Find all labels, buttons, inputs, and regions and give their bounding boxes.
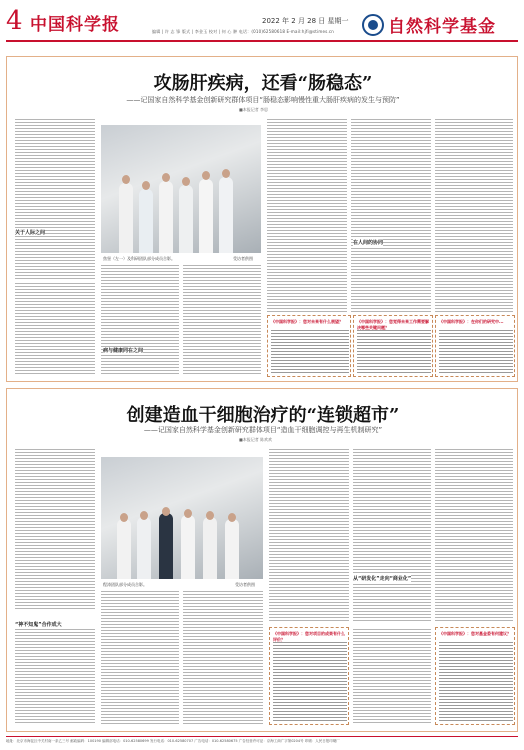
nsfc-emblem-icon xyxy=(362,14,384,36)
article-1-subhead-1: 关于人际之间 xyxy=(15,230,46,236)
article-1-byline: ■本报记者 李思 xyxy=(239,107,269,112)
article-1-column-1b xyxy=(15,283,95,375)
article-2-subhead-3: 从“研发化”走向“商业化” xyxy=(353,576,412,582)
qa-box-heading: 《中国科学报》：您对基金委有何建议？ xyxy=(439,631,511,636)
qa-box-heading: 《中国科学报》：您对未来有什么展望？ xyxy=(271,319,349,325)
article-1-photo-credit: 受访者供图 xyxy=(233,256,253,261)
article-1-subhead-3: 病与健康同在之间 xyxy=(103,348,144,354)
article-2-column-7 xyxy=(353,629,431,725)
article-2 xyxy=(6,388,518,732)
article-2-title: 创建造血干细胞治疗的“连锁超市” xyxy=(126,405,400,426)
page-number: 4 xyxy=(6,6,23,36)
article-2-column-2 xyxy=(101,591,179,725)
article-1-qa-box-3 xyxy=(435,315,515,377)
section-title: 自然科学基金 xyxy=(388,17,496,37)
article-2-column-3 xyxy=(183,591,263,725)
qa-box-heading: 《中国科学报》：您对项目的成果有什么评价？ xyxy=(273,631,345,642)
article-1-qa-box-2 xyxy=(353,315,433,377)
article-1-qa-box-1 xyxy=(267,315,351,377)
article-1-photo-caption: 焦坚（左一）及科研团队部分成员合影。 xyxy=(103,256,175,261)
article-2-column-1b xyxy=(15,629,95,725)
article-1-column-1 xyxy=(15,119,95,279)
article-2-qa-box-2 xyxy=(435,627,515,725)
article-2-subtitle: ——记国家自然科学基金创新研究群体项目“造血干细胞调控与再生机制研究” xyxy=(143,426,383,434)
article-2-qa-box-1 xyxy=(269,627,349,725)
article-2-byline: ■本报记者 陈欢欢 xyxy=(239,437,273,442)
article-1-photo xyxy=(101,125,261,253)
article-1-subtitle: ——记国家自然科学基金创新研究群体项目“肠稳态影响慢性重大肠肝疾病的发生与预防” xyxy=(126,96,400,104)
article-2-photo xyxy=(101,457,263,579)
article-1-column-4 xyxy=(267,119,347,313)
article-1-column-2 xyxy=(101,265,179,375)
article-1-column-3 xyxy=(183,265,261,375)
header-rule xyxy=(6,40,518,42)
page-footer: 地址：北京市海淀区中关村南一条乙三号 邮政编码：100190 编辑部电话：010-62580699 发行电话：010-62580707 广告电话：010-62580675 广告经营许可证：京海工商广字第0204号 印刷：人民日报印刷厂 xyxy=(6,736,518,744)
article-2-column-6 xyxy=(435,449,513,623)
article-2-photo-caption: 程涛团队部分成员合影。 xyxy=(103,582,147,587)
qa-box-heading: 《中国科学报》：在你们的研究中... xyxy=(439,319,513,325)
article-1-subhead-2: 在人间的协同 xyxy=(353,240,384,246)
editorial-meta: 编辑 | 许 志 锋 版式 | 李金玉 校对 | 何 心 翀 电话：(010)62580618 E-mail:hjfi@stimes.cn xyxy=(152,29,335,34)
article-1-column-6 xyxy=(435,119,513,313)
article-2-subhead-1: “神不知鬼”合作成大 xyxy=(15,622,62,628)
article-2-column-5 xyxy=(353,449,431,623)
article-1-column-5 xyxy=(351,119,431,313)
newspaper-logo: 中国科学报 xyxy=(30,15,120,35)
article-1 xyxy=(6,56,518,382)
article-2-column-4 xyxy=(269,449,349,623)
article-2-column-1 xyxy=(15,449,95,609)
article-2-photo-credit: 受访者供图 xyxy=(235,582,255,587)
article-1-title: 攻肠肝疾病，还看“肠稳态” xyxy=(153,73,373,94)
issue-date: 2022 年 2 月 28 日 星期一 xyxy=(262,17,349,25)
qa-box-heading: 《中国科学报》：您觉得未来工作需要解决哪些关键问题？ xyxy=(357,319,429,330)
